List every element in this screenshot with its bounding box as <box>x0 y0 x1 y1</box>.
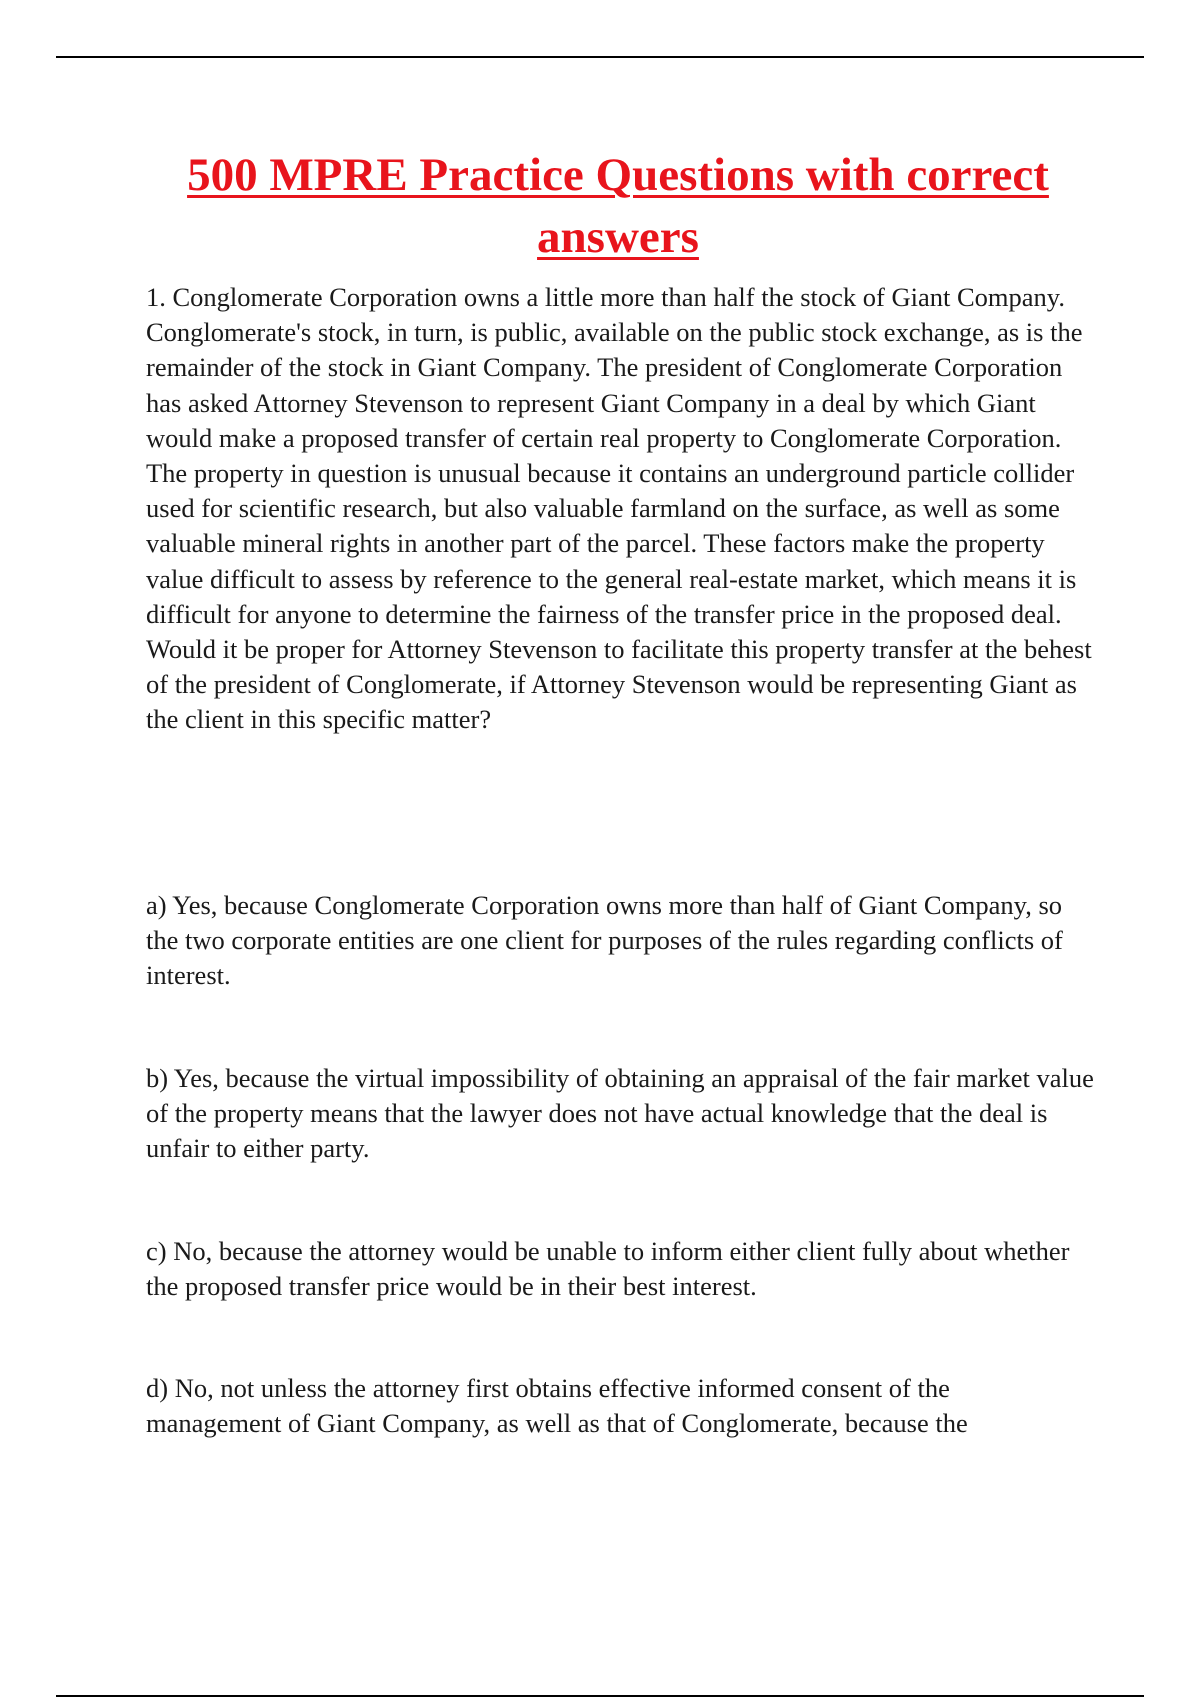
bottom-rule <box>56 1695 1144 1697</box>
document-title: 500 MPRE Practice Questions with correct answers <box>187 149 1049 263</box>
question-text: 1. Conglomerate Corporation owns a little more than half the stock of Giant Company. Conglomerate's stock, in turn, is public, available on the public stock exchange, as is the remainder of the stock in Giant Company. The president of Conglomerate Corporation has asked Attorney Stevenson to represent Giant Company in a deal by which Giant would make a proposed transfer of certain real property to Conglomerate Corporation. The property in question is unusual because it contains an underground particle collider used for scientific research, but also valuable farmland on the surface, as well as some valuable mineral rights in another part of the parcel. These factors make the property value difficult to assess by reference to the general real-estate market, which means it is difficult for anyone to determine the fairness of the transfer price in the proposed deal. Would it be proper for Attorney Stevenson to facilitate this property transfer at the behest of the president of Conglomerate, if Attorney Stevenson would be representing Giant as the client in this specific matter? <box>146 282 1092 735</box>
top-rule <box>56 56 1144 58</box>
answer-option-c: c) No, because the attorney would be unable to inform either client fully about whether the proposed transfer price would be in their best interest. <box>146 1236 1070 1302</box>
answer-option-a: a) Yes, because Conglomerate Corporation owns more than half of Giant Company, so the two corporate entities are one client for purposes of the rules regarding conflicts of interest. <box>146 890 1063 991</box>
answer-option-b: b) Yes, because the virtual impossibility of obtaining an appraisal of the fair market value of the property means that the lawyer does not have actual knowledge that the deal is unfair to either party. <box>146 1063 1094 1164</box>
answer-option-d: d) No, not unless the attorney first obtains effective informed consent of the management of Giant Company, as well as that of Conglomerate, because the <box>146 1373 968 1439</box>
